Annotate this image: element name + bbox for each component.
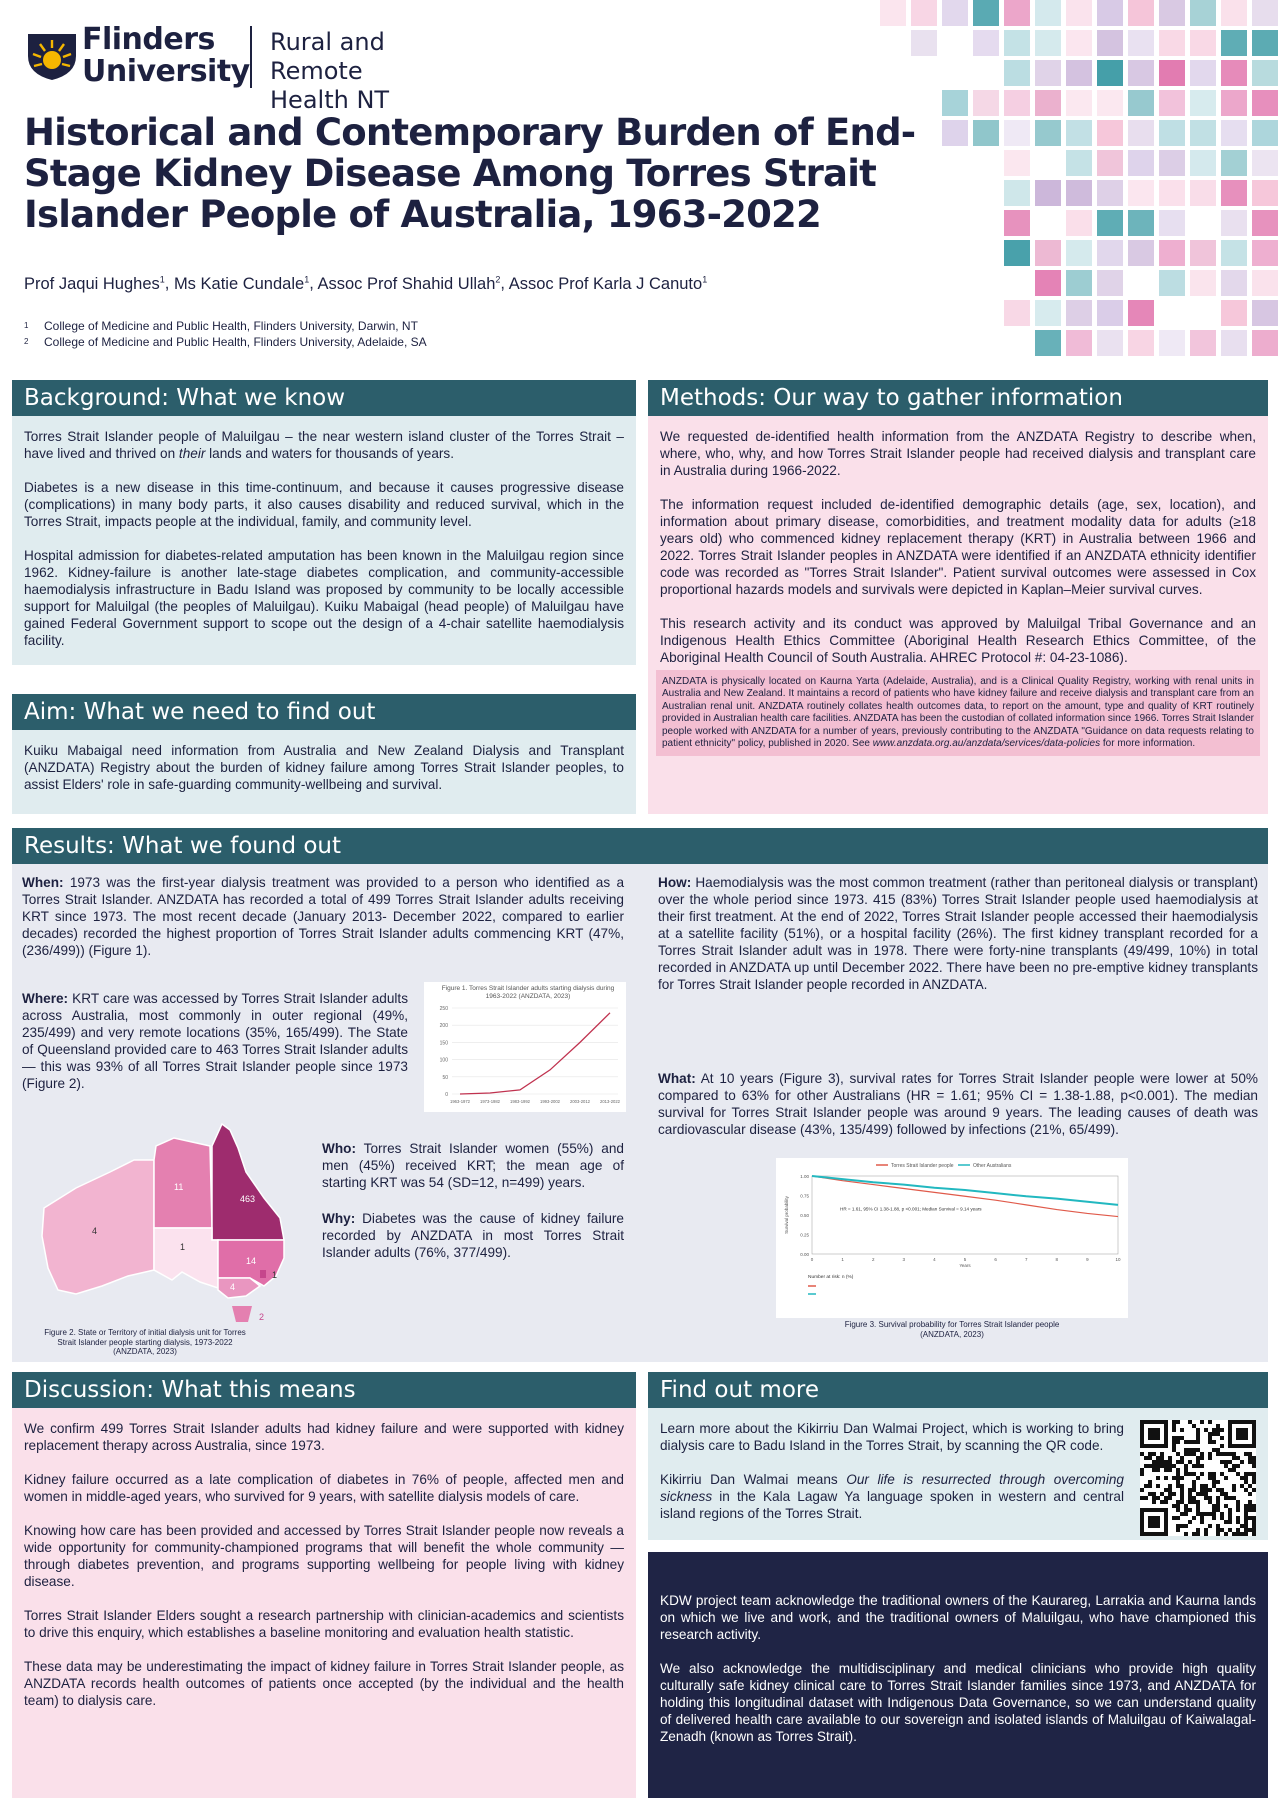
fig3-series-line bbox=[812, 1176, 1118, 1205]
methods-paragraph-1: We requested de-identified health information from the ANZDATA Registry to describe when, where, who, why, and how Torres Strait Islander people had received dialysis and transplant care in Australia during 1966-2022. bbox=[660, 429, 1256, 478]
author-1: Prof Jaqui Hughes$^1$ bbox=[24, 274, 165, 293]
map-label-vic: 4 bbox=[230, 1282, 236, 1292]
background-panel bbox=[12, 380, 636, 665]
results-how: How: Haemodialysis was the most common treatment (rather than peritoneal dialysis or transplant) over the whole period since 1973. 415 (83%) Torres Strait Islander people used haemodialysis at their first treatment. At the end of 2022, Torres Strait Islander people accessed their haemodialysis at a satellite facility (51%), or a hospital facility (26%). The first kidney transplant recorded for a Torres Strait Islander adult was in 1978. There were forty-nine transplants (49/499, 10%) in total recorded in ANZDATA up until December 2022. There have been no pre-emptive kidney transplants for Torres Strait Islander people recorded in ANZDATA. bbox=[658, 875, 1258, 992]
pattern-tile bbox=[1221, 30, 1247, 56]
background-paragraph-1: Torres Strait Islander people of Maluilgau – the near western island cluster of the Torres Strait – have lived and thrived on their lands and waters for thousands of years. bbox=[24, 429, 624, 461]
pattern-tile bbox=[1252, 0, 1278, 26]
fig3-ytick: 0.50 bbox=[800, 1213, 809, 1218]
methods-body bbox=[648, 416, 1268, 666]
methods-panel bbox=[648, 380, 1268, 814]
pattern-tile bbox=[1252, 90, 1278, 116]
pattern-tile bbox=[1221, 180, 1247, 206]
fig1-ytick: 200 bbox=[439, 1023, 448, 1030]
results-body bbox=[12, 864, 1268, 1362]
pattern-tile bbox=[1252, 150, 1278, 176]
poster-title: Historical and Contemporary Burden of End-Stage Kidney Disease Among Torres Strait Islander People of Australia, 1963-2022 bbox=[24, 111, 916, 236]
discussion-paragraph-4: Torres Strait Islander Elders sought a research partnership with clinician-academics and scientists to drive this enquiry, which establishes a baseline monitoring and evaluation health statistic. bbox=[24, 1608, 624, 1640]
pattern-tile bbox=[1221, 0, 1247, 26]
pattern-tile bbox=[1128, 0, 1154, 26]
fig1-xtick: 1963-1972 bbox=[449, 1099, 471, 1104]
pattern-tile bbox=[1128, 30, 1154, 56]
acknowledgement-paragraph-1: KDW project team acknowledge the traditional owners of the Kaurareg, Larrakia and Kaurna lands on which we live and work, and the traditional owners of Maluilgau, who have championed this research activity. bbox=[660, 1593, 1256, 1642]
pattern-tile bbox=[1159, 330, 1185, 356]
pattern-tile bbox=[1128, 210, 1154, 236]
pattern-tile bbox=[1252, 120, 1278, 146]
pattern-tile bbox=[1159, 90, 1185, 116]
pattern-tile bbox=[1128, 180, 1154, 206]
pattern-tile bbox=[1035, 90, 1061, 116]
pattern-tile bbox=[1190, 0, 1216, 26]
fig3-ytick: 1.00 bbox=[800, 1174, 809, 1179]
figure-3-caption: Figure 3. Survival probability for Torres Strait Islander people (ANZDATA, 2023) bbox=[844, 1320, 1060, 1339]
map-label-tas: 2 bbox=[259, 1312, 265, 1322]
pattern-tile bbox=[1252, 210, 1278, 236]
pattern-tile bbox=[1004, 90, 1030, 116]
discussion-panel bbox=[12, 1372, 636, 1798]
pattern-tile bbox=[1128, 300, 1154, 326]
fig1-xtick: 1993-2002 bbox=[539, 1099, 561, 1104]
fig1-xtick: 1983-1992 bbox=[509, 1099, 531, 1104]
pattern-tile bbox=[1159, 180, 1185, 206]
aim-panel bbox=[12, 694, 636, 814]
pattern-tile bbox=[1159, 210, 1185, 236]
anzdata-note: ANZDATA is physically located on Kaurna Yarta (Adelaide, Australia), and is a Clinical Quality Registry, working with renal units in Australia and New Zealand. It maintains a record of patients who have kidney failure and receive dialysis and transplant care from an Australian renal unit. ANZDATA routinely collates health outcomes data, to report on the amount, type and quality of KRT routinely provided in Australian health care facilities. ANZDATA has been the custodian of collated information since 1966. Torres Strait Islander people worked with ANZDATA for a number of years, previously contributing to the ANZDATA "Guidance on data requests relating to patient ethnicity" policy, published in 2020. See www.anzdata.org.au/anzdata/services/data-policies for more information. bbox=[656, 670, 1260, 756]
pattern-tile bbox=[911, 0, 937, 26]
pattern-tile bbox=[1190, 330, 1216, 356]
figure-1-title: Figure 1. Torres Strait Islander adults starting dialysis during 1963-2022 (ANZDATA, 2023) bbox=[441, 985, 615, 1000]
discussion-paragraph-3: Knowing how care has been provided and accessed by Torres Strait Islander people now reveals a wide opportunity for community-championed programs that will benefit the whole community — through diabetes prevention, and programs supporting wellbeing for people living with kidney disease. bbox=[24, 1523, 624, 1589]
pattern-tile bbox=[1221, 240, 1247, 266]
pattern-tile bbox=[1035, 60, 1061, 86]
pattern-tile bbox=[1097, 210, 1123, 236]
pattern-tile bbox=[1252, 330, 1278, 356]
qr-code-icon[interactable] bbox=[1140, 1420, 1256, 1536]
map-label-nsw: 14 bbox=[246, 1256, 257, 1266]
fig3-xtick: 5 bbox=[963, 1257, 967, 1262]
fig3-risk-table-title: Number at risk: n (%) bbox=[808, 1275, 854, 1280]
results-heading: Results: What we found out bbox=[12, 828, 1268, 864]
fig3-ytick: 0.25 bbox=[800, 1232, 809, 1238]
pattern-tile bbox=[1066, 90, 1092, 116]
pattern-tile bbox=[1004, 120, 1030, 146]
unit-name: Rural and Remote Health NT bbox=[270, 28, 390, 114]
pattern-tile bbox=[1097, 300, 1123, 326]
pattern-tile bbox=[1221, 150, 1247, 176]
methods-paragraph-3: This research activity and its conduct was approved by Maluilgal Tribal Governance and an Indigenous Health Ethics Committee (Aboriginal Health Research Ethics Committee, of the Aboriginal Health Council of South Australia. AHREC Protocol #: 04-23-1086). bbox=[660, 616, 1256, 665]
university-name: Flinders University bbox=[82, 22, 250, 89]
pattern-tile bbox=[1190, 30, 1216, 56]
fig1-ytick: 150 bbox=[439, 1040, 448, 1047]
pattern-tile bbox=[1221, 210, 1247, 236]
pattern-tile bbox=[1035, 330, 1061, 356]
pattern-tile bbox=[1221, 60, 1247, 86]
results-when: When: 1973 was the first-year dialysis treatment was provided to a person who identified as a Torres Strait Islander. ANZDATA has recorded a total of 499 Torres Strait Islander adults receiving KRT since 1973. The most recent decade (January 2013- December 2022, compared to earlier decades) recorded the highest proportion of Torres Strait Islander adults commencing KRT (47%, (236/499)) (Figure 1). bbox=[22, 875, 624, 958]
fig1-xtick: 2003-2012 bbox=[569, 1099, 591, 1104]
pattern-tile bbox=[1097, 90, 1123, 116]
find-out-more-heading: Find out more bbox=[648, 1372, 1268, 1408]
fig3-legend-label: Torres Strait Islander people bbox=[891, 1163, 954, 1169]
fig3-xtick: 6 bbox=[994, 1257, 997, 1262]
fig3-xtick: 4 bbox=[933, 1257, 936, 1262]
background-paragraph-2: Diabetes is a new disease in this time-continuum, and because it causes progressive disease (complications) in many body parts, it also causes disability and reduced survival, which in the Torres Strait, impacts people at the individual, family, and community level. bbox=[24, 480, 624, 529]
author-3: Assoc Prof Shahid Ullah$^2$ bbox=[317, 274, 501, 293]
pattern-tile bbox=[1004, 30, 1030, 56]
map-wa bbox=[42, 1160, 154, 1294]
discussion-paragraph-5: These data may be underestimating the impact of kidney failure in Torres Strait Islander people, as ANZDATA records health outcomes of patients once accepted (by the individual and the health team) to dialysis care. bbox=[24, 1659, 624, 1708]
pattern-tile bbox=[1004, 210, 1030, 236]
pattern-tile bbox=[1035, 120, 1061, 146]
pattern-tile bbox=[1035, 240, 1061, 266]
results-why: Why: Diabetes was the cause of kidney failure recorded by ANZDATA in most Torres Strait Islander adults (76%, 377/499). bbox=[322, 1211, 624, 1260]
pattern-tile bbox=[1159, 0, 1185, 26]
pattern-tile bbox=[1066, 30, 1092, 56]
pattern-tile bbox=[1066, 210, 1092, 236]
pattern-tile bbox=[1066, 270, 1092, 296]
pattern-tile bbox=[1097, 30, 1123, 56]
results-what: What: At 10 years (Figure 3), survival rates for Torres Strait Islander people were lower at 50% compared to 63% for other Australians (HR = 1.61; 95% CI = 1.38-1.88, p<0.001). The median survival for Torres Strait Islander people was around 9 years. The leading causes of death was cardiovascular disease (43%, 135/499) followed by infections (21%, 65/499). bbox=[658, 1071, 1258, 1137]
fig3-ytick: 0.00 bbox=[800, 1252, 809, 1257]
pattern-tile bbox=[1128, 90, 1154, 116]
aim-paragraph: Kuiku Mabaigal need information from Australia and New Zealand Dialysis and Transplant (ANZDATA) Registry about the burden of kidney failure among Torres Strait Islander peoples, to assist Elders' role in safe-guarding community-wellbeing and survival. bbox=[24, 743, 624, 792]
pattern-tile bbox=[1221, 270, 1247, 296]
pattern-tile bbox=[1066, 60, 1092, 86]
figure-2-caption: Figure 2. State or Territory of initial dialysis unit for Torres Strait Islander people starting dialysis, 1973-2022 (ANZDATA, 2023) bbox=[44, 1328, 246, 1356]
pattern-tile bbox=[1035, 300, 1061, 326]
results-who: Who: Torres Strait Islander women (55%) and men (45%) received KRT; the mean age of starting KRT was 54 (SD=12, n=499) years. bbox=[322, 1141, 624, 1190]
pattern-tile bbox=[1159, 270, 1185, 296]
fig3-legend-label: Other Australians bbox=[973, 1163, 1012, 1169]
fig1-ytick: 50 bbox=[442, 1074, 448, 1081]
pattern-tile bbox=[1190, 240, 1216, 266]
fig3-xlabel: Years bbox=[959, 1263, 971, 1268]
pattern-tile bbox=[1097, 120, 1123, 146]
pattern-tile bbox=[1097, 240, 1123, 266]
pattern-tile bbox=[1004, 180, 1030, 206]
fig3-xtick: 3 bbox=[902, 1257, 906, 1262]
pattern-tile bbox=[1190, 60, 1216, 86]
map-label-act: 1 bbox=[272, 1270, 278, 1280]
fig3-xtick: 2 bbox=[871, 1257, 875, 1262]
pattern-tile bbox=[1190, 120, 1216, 146]
pattern-tile bbox=[1004, 150, 1030, 176]
pattern-tile bbox=[1097, 150, 1123, 176]
pattern-tile bbox=[1221, 300, 1247, 326]
author-2: Ms Katie Cundale$^1$ bbox=[173, 274, 310, 293]
pattern-tile bbox=[1004, 60, 1030, 86]
australia-map-figure bbox=[32, 1118, 312, 1328]
pattern-tile bbox=[1128, 240, 1154, 266]
discussion-heading: Discussion: What this means bbox=[12, 1372, 636, 1408]
fig1-xtick: 2013-2022 bbox=[599, 1099, 621, 1104]
map-label-wa: 4 bbox=[92, 1226, 98, 1236]
pattern-tile bbox=[1097, 60, 1123, 86]
anzdata-policy-link[interactable]: www.anzdata.org.au/anzdata/services/data-policies bbox=[872, 738, 1101, 750]
pattern-tile bbox=[1252, 240, 1278, 266]
fig3-xtick: 7 bbox=[1024, 1257, 1028, 1262]
affiliation-1: 1 College of Medicine and Public Health, Flinders University, Darwin, NT bbox=[24, 319, 418, 333]
pattern-tile bbox=[1221, 90, 1247, 116]
pattern-tile bbox=[1066, 0, 1092, 26]
fig1-ytick: 250 bbox=[439, 1006, 448, 1012]
fig3-plot-frame bbox=[812, 1176, 1118, 1254]
map-sa bbox=[154, 1228, 218, 1288]
figure-1-svg bbox=[424, 1002, 626, 1112]
pattern-tile bbox=[1159, 60, 1185, 86]
pattern-tile bbox=[1066, 300, 1092, 326]
fig1-xtick: 1973-1982 bbox=[479, 1099, 501, 1104]
methods-heading: Methods: Our way to gather information bbox=[648, 380, 1268, 416]
pattern-tile bbox=[1252, 60, 1278, 86]
fig3-annotation: HR = 1.61, 95% CI 1.38-1.88, p <0.001; Median Survival = 9.14 years bbox=[840, 1206, 982, 1212]
affiliations bbox=[24, 318, 427, 350]
map-label-nt: 11 bbox=[174, 1182, 184, 1192]
author-list: Prof Jaqui Hughes$^1$, Ms Katie Cundale$^1$, Assoc Prof Shahid Ullah$^2$, Assoc Prof Karla J Canuto$^1$ bbox=[24, 274, 708, 293]
flinders-sun-logo-icon bbox=[24, 26, 80, 82]
pattern-tile bbox=[880, 0, 906, 26]
pattern-tile bbox=[1004, 0, 1030, 26]
pattern-tile bbox=[1159, 30, 1185, 56]
figure-1-chart bbox=[424, 982, 626, 1112]
map-qld bbox=[212, 1124, 284, 1240]
pattern-tile bbox=[1252, 30, 1278, 56]
figure-3-svg bbox=[776, 1158, 1128, 1318]
aim-body bbox=[12, 730, 636, 803]
pattern-tile bbox=[1066, 150, 1092, 176]
pattern-tile bbox=[1097, 270, 1123, 296]
affiliation-2: 2 College of Medicine and Public Health, Flinders University, Adelaide, SA bbox=[24, 335, 427, 349]
pattern-tile bbox=[1221, 120, 1247, 146]
pattern-tile bbox=[1066, 240, 1092, 266]
find-out-more-panel bbox=[648, 1372, 1268, 1540]
find-paragraph-1: Learn more about the Kikirriu Dan Walmai Project, which is working to bring dialysis care to Badu Island in the Torres Strait, by scanning the QR code. bbox=[660, 1421, 1124, 1453]
acknowledgement-body bbox=[648, 1552, 1268, 1755]
acknowledgement-panel bbox=[648, 1552, 1268, 1798]
pattern-tile bbox=[1004, 300, 1030, 326]
find-paragraph-2: Kikirriu Dan Walmai means Our life is resurrected through overcoming sickness in the Kala Lagaw Ya language spoken in western and central island regions of the Torres Strait. bbox=[660, 1472, 1124, 1521]
pattern-tile bbox=[1252, 270, 1278, 296]
discussion-paragraph-2: Kidney failure occurred as a late complication of diabetes in 76% of people, affected men and women in middle-aged years, who survived for 9 years, with satellite dialysis models of care. bbox=[24, 1472, 624, 1504]
acknowledgement-paragraph-2: We also acknowledge the multidisciplinary and medical clinicians who provide high quality culturally safe kidney clinical care to Torres Strait Islander families since 1973, and ANZDATA for holding this longitudinal dataset with Indigenous Data Governance, so we can understand quality of delivered health care available to our sovereign and isolated islands of Maluilgau of Kaiwalagal- Zenadh (known as Torres Strait). bbox=[660, 1661, 1256, 1744]
map-label-sa: 1 bbox=[180, 1242, 186, 1252]
pattern-tile bbox=[1128, 330, 1154, 356]
pattern-tile bbox=[1190, 180, 1216, 206]
methods-paragraph-2: The information request included de-identified demographic details (age, sex, location), and information about primary disease, comorbidities, and treatment modality data for adults (≥18 years old) who commenced kidney replacement therapy (KRT) in Australia between 1966 and 2022. Torres Strait Islander peoples in ANZDATA were identified if an ANZDATA ethnicity identifier code was recorded as "Torres Strait Islander". Patient survival outcomes were assessed in Cox proportional hazards models and survivals were depicted in Kaplan–Meier survival curves. bbox=[660, 497, 1256, 597]
background-body bbox=[12, 416, 636, 659]
fig3-xtick: 0 bbox=[810, 1257, 814, 1262]
pattern-tile bbox=[1035, 0, 1061, 26]
pattern-tile bbox=[973, 30, 999, 56]
map-act bbox=[260, 1270, 266, 1278]
fig3-xtick: 9 bbox=[1086, 1257, 1089, 1262]
pattern-tile bbox=[1190, 90, 1216, 116]
fig3-xtick: 10 bbox=[1115, 1257, 1121, 1262]
map-vic bbox=[218, 1278, 260, 1298]
pattern-tile bbox=[911, 30, 937, 56]
aim-heading: Aim: What we need to find out bbox=[12, 694, 636, 730]
pattern-tile bbox=[1097, 330, 1123, 356]
pattern-tile bbox=[1004, 240, 1030, 266]
background-paragraph-3: Hospital admission for diabetes-related amputation has been known in the Maluilgau region since 1962. Kidney-failure is another late-stage diabetes complication, and community-accessible haemodialysis infrastructure in Badu Island was proposed by community to be locally accessible support for Maluilgal (the peoples of Maluilgau). Kuiku Mabaigal (head people) of Maluilgau have gained Federal Government support to scope out the design of a 4-chair satellite haemodialysis facility. bbox=[24, 548, 624, 648]
pattern-tile bbox=[1035, 30, 1061, 56]
background-heading: Background: What we know bbox=[12, 380, 636, 416]
pattern-tile bbox=[973, 0, 999, 26]
pattern-tile bbox=[1035, 270, 1061, 296]
fig1-ytick: 0 bbox=[445, 1092, 448, 1098]
results-where: Where: KRT care was accessed by Torres Strait Islander adults across Australia, most commonly in outer regional (49%, 235/499) and very remote locations (35%, 165/499). The State of Queensland provided care to 463 Torres Strait Islander adults — this was 93% of all Torres Strait Islander people since 1973 (Figure 2). bbox=[22, 991, 408, 1091]
pattern-tile bbox=[1097, 0, 1123, 26]
logo-block bbox=[24, 22, 484, 114]
pattern-tile bbox=[1128, 150, 1154, 176]
pattern-tile bbox=[1035, 180, 1061, 206]
fig3-xtick: 1 bbox=[841, 1257, 844, 1262]
discussion-body bbox=[12, 1408, 636, 1719]
fig1-ytick: 100 bbox=[439, 1057, 448, 1064]
pattern-tile bbox=[1128, 60, 1154, 86]
pattern-tile bbox=[1159, 240, 1185, 266]
pattern-tile bbox=[1097, 180, 1123, 206]
logo-divider bbox=[250, 26, 252, 88]
author-4: Assoc Prof Karla J Canuto$^1$ bbox=[508, 274, 708, 293]
pattern-tile bbox=[1159, 150, 1185, 176]
pattern-tile bbox=[1159, 120, 1185, 146]
pattern-tile bbox=[1066, 330, 1092, 356]
fig3-ylabel: Survival probability bbox=[784, 1196, 789, 1234]
map-tas bbox=[232, 1306, 252, 1322]
find-out-more-body bbox=[648, 1408, 1136, 1532]
pattern-tile bbox=[1190, 150, 1216, 176]
pattern-tile bbox=[1252, 180, 1278, 206]
pattern-tile bbox=[1128, 120, 1154, 146]
map-label-qld: 463 bbox=[240, 1194, 256, 1204]
fig3-xtick: 8 bbox=[1055, 1257, 1059, 1262]
pattern-tile bbox=[1066, 120, 1092, 146]
pattern-tile bbox=[1221, 330, 1247, 356]
discussion-paragraph-1: We confirm 499 Torres Strait Islander adults had kidney failure and were supported with kidney replacement therapy across Australia, since 1973. bbox=[24, 1421, 624, 1453]
results-panel bbox=[12, 828, 1268, 1362]
pattern-tile bbox=[1252, 300, 1278, 326]
figure-3-chart bbox=[776, 1158, 1128, 1318]
pattern-tile bbox=[1190, 270, 1216, 296]
pattern-tile bbox=[942, 0, 968, 26]
fig3-ytick: 0.75 bbox=[800, 1193, 809, 1199]
pattern-tile bbox=[1066, 180, 1092, 206]
